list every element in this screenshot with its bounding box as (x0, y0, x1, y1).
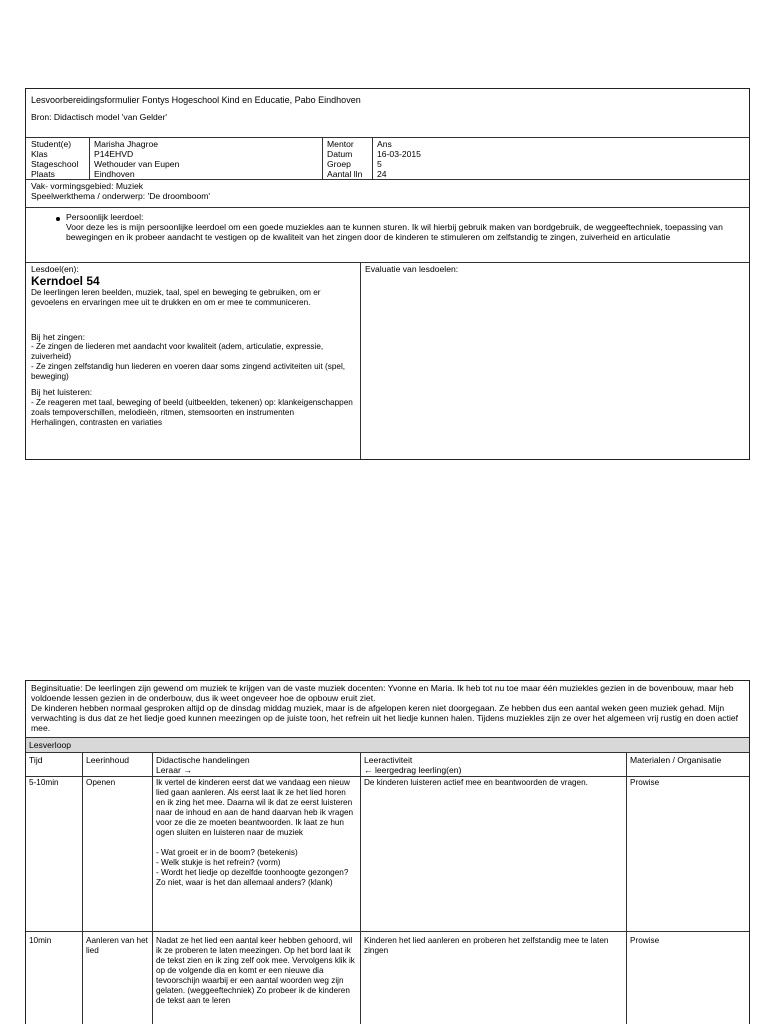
form-source: Bron: Didactisch model 'van Gelder' (31, 112, 168, 122)
row-materials: Prowise (630, 936, 660, 945)
row-content: Openen (86, 778, 116, 787)
col-time: Tijd (29, 755, 43, 765)
info-value-school: Wethouder van Eupen (94, 159, 180, 169)
info-value-aantal: 24 (377, 169, 387, 179)
personal-goal-heading: Persoonlijk leerdoel: (66, 212, 144, 222)
evaluation-label: Evaluatie van lesdoelen: (365, 264, 459, 274)
start-situation: Beginsituatie: De leerlingen zijn gewend om muziek te krijgen van de vaste muziek docenten: Yvonne en Maria. Ik heb tot nu toe maar één muziekles gezien in de bovenbouw, maar heb voldoende lessen gezien in de onderbouw, dus ik weet ongeveer hoe de opbouw eruit ziet. De kinderen hebben normaal gesproken altijd op de dinsdag middag muziek, maar is de afgelopen keren niet doorgegaan. Ze hebben dus een aantal weken geen muziek gehad. Mijn verwachting is dus dat ze het liedje goed kunnen meezingen op de juiste toon, het refrein uit het liedje kunnen halen. Tijdens muziekles zijn ze over het algemeen vrij rustig en doen actief mee. (31, 683, 739, 733)
info-value-student: Marisha Jhagroe (94, 139, 159, 149)
kerndoel-title: Kerndoel 54 (31, 275, 100, 288)
lesson-form-bottom (25, 680, 750, 1024)
goals-label: Lesdoel(en): (31, 264, 79, 274)
info-label-school: Stageschool (31, 159, 79, 169)
listening-goals: - Ze reageren met taal, beweging of beeld (uitbeelden, tekenen) op: klankeigenschappen zoals tempoverschillen, melodieën, ritmen, stemsoorten en instrumenten Herhalingen, contrasten en variaties (31, 398, 353, 427)
col-activity: Leeractiviteit (364, 755, 413, 765)
info-label-datum: Datum (327, 149, 353, 159)
row-activity: Kinderen het lied aanleren en proberen het zelfstandig mee te laten zingen (364, 936, 609, 955)
row-content: Aanleren van het lied (86, 936, 148, 955)
info-label-plaats: Plaats (31, 169, 55, 179)
info-value-groep: 5 (377, 159, 382, 169)
form-title: Lesvoorbereidingsformulier Fontys Hogeschool Kind en Educatie, Pabo Eindhoven (31, 95, 361, 105)
lesson-form-top (25, 88, 750, 460)
info-value-datum: 16-03-2015 (377, 149, 421, 159)
row-time: 5-10min (29, 778, 59, 787)
info-label-groep: Groep (327, 159, 351, 169)
info-value-mentor: Ans (377, 139, 392, 149)
subject-theme: Speelwerkthema / onderwerp: 'De droomboom' (31, 191, 211, 201)
personal-goal-text: Voor deze les is mijn persoonlijke leerdoel om een goede muziekles aan te kunnen sturen. Ik wil hierbij gebruik maken van bordgebruik, de weggeeftechniek, toepassing van bewegingen en ik probeer aandacht te vestigen op de kwaliteit van het zingen door de kinderen te stimuleren om zelfstandig te zingen, zuiverheid en articulatie (66, 222, 723, 242)
row-activity: De kinderen luisteren actief mee en beantwoorden de vragen. (364, 778, 588, 787)
row-time: 10min (29, 936, 52, 945)
listening-heading: Bij het luisteren: (31, 387, 93, 397)
bullet-icon (56, 217, 60, 221)
col-didactic-sub: Leraar → (156, 765, 192, 775)
info-value-klas: P14EHVD (94, 149, 134, 159)
row-didactic: Ik vertel de kinderen eerst dat we vandaag een nieuw lied gaan aanleren. Als eerst laat ik ze het lied horen en ik zing het mee. Daarna wil ik dat ze eerst luisteren naar de inhoud en aan de hand daarvan heb ik vragen voor ze die ze moeten beantwoorden. Ik laat ze hun ogen sluiten en luisteren naar de muziek - Wat groeit er in de boom? (betekenis) - Welk stukje is het refrein? (vorm) - Wordt het liedje op dezelfde toonhoogte gezongen? Zo niet, waar is het dan allemaal anders? (klank) (156, 778, 354, 887)
col-content: Leerinhoud (86, 755, 130, 765)
row-materials: Prowise (630, 778, 660, 787)
row-didactic: Nadat ze het lied een aantal keer hebben gehoord, wil ik ze proberen te laten meezingen. Op het bord laat ik de tekst zien en ik zing zelf ook mee. Vervolgens klik ik op de volgende dia en komt er een nieuwe dia tevoorschijn waarbij er een aantal woorden weg zijn gelaten. (weggeeftechniek) Zo probeer ik de kinderen de tekst aan te leren (156, 936, 355, 1005)
col-activity-sub: ← leergedrag leerling(en) (364, 765, 462, 775)
singing-heading: Bij het zingen: (31, 332, 85, 342)
subject-area: Vak- vormingsgebied: Muziek (31, 181, 144, 191)
info-label-klas: Klas (31, 149, 48, 159)
info-label-aantal: Aantal lln (327, 169, 363, 179)
info-value-plaats: Eindhoven (94, 169, 135, 179)
kerndoel-text: De leerlingen leren beelden, muziek, taal, spel en beweging te gebruiken, om er gevoelens en ervaringen mee uit te drukken en om er mee te communiceren. (31, 288, 321, 307)
col-materials: Materialen / Organisatie (630, 755, 722, 765)
singing-goals: - Ze zingen de liederen met aandacht voor kwaliteit (adem, articulatie, expressie, zuiverheid) - Ze zingen zelfstandig hun liederen en voeren daar soms zingend activiteiten uit (spel, beweging) (31, 342, 346, 381)
lesson-flow-title: Lesverloop (26, 738, 749, 752)
col-didactic: Didactische handelingen (156, 755, 250, 765)
info-label-mentor: Mentor (327, 139, 354, 149)
info-label-student: Student(e) (31, 139, 72, 149)
